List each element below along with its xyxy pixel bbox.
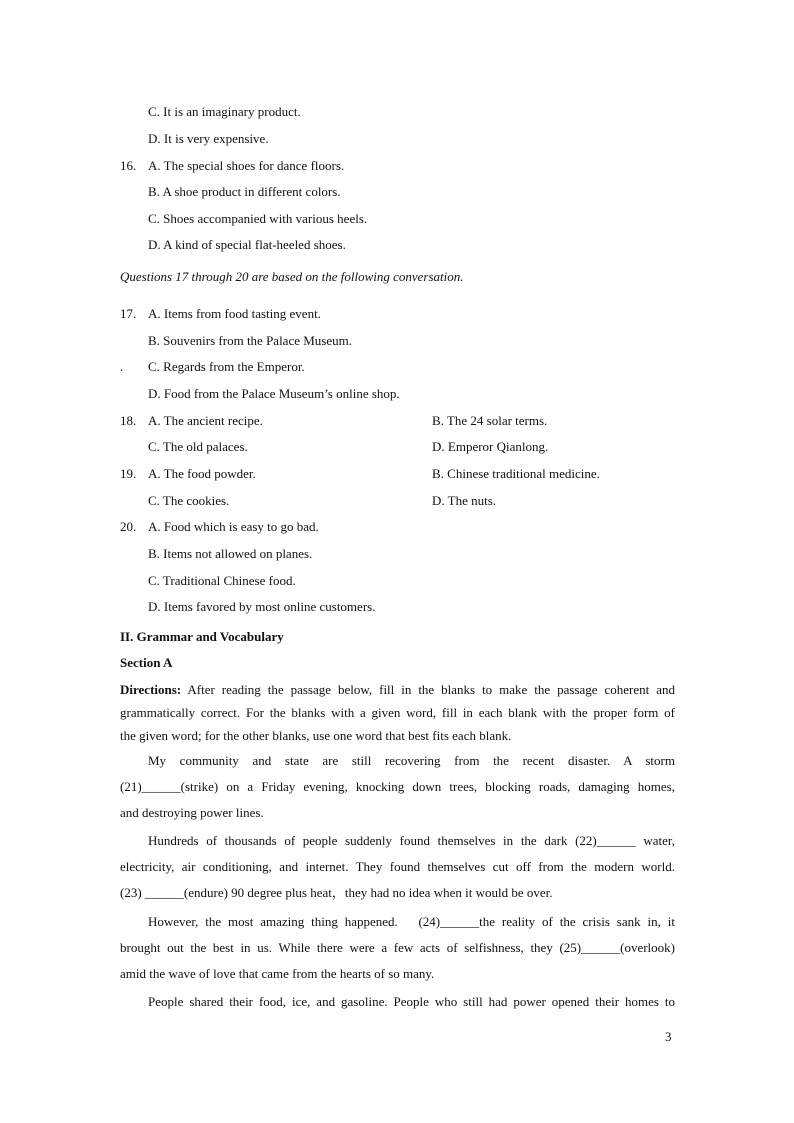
passage-p1-line-3: and destroying power lines. [120, 805, 264, 820]
passage-p4-line-1 [120, 989, 675, 1015]
passage-p4-text-1: People shared their food, ice, and gasoline. People who still had power opened their homes to [148, 994, 675, 1009]
q20-option-a: A. Food which is easy to go bad. [148, 519, 319, 534]
directions-label: Directions: [120, 682, 182, 697]
q17-number: 17. [120, 306, 137, 321]
q16-option-d: D. A kind of special flat-heeled shoes. [148, 237, 346, 252]
directions-line-2: grammatically correct. For the blanks with a given word, fill in each blank with the proper form of [120, 705, 675, 720]
q19-option-c: C. The cookies. [148, 493, 230, 508]
passage-p3-line-2: brought out the best in us. While there were a few acts of selfishness, they (25)______(overlook) [120, 940, 675, 955]
passage-p2-line-1 [120, 828, 675, 854]
passage-p3-line-1 [120, 909, 675, 935]
directions-text-1: After reading the passage below, fill in the blanks to make the passage coherent and [181, 682, 675, 697]
directions-paragraph [120, 677, 675, 749]
section-subheading: Section A [120, 655, 173, 670]
q17-option-a: A. Items from food tasting event. [148, 306, 321, 321]
conversation-intro: Questions 17 through 20 are based on the following conversation. [120, 269, 464, 284]
q16-option-a: A. The special shoes for dance floors. [148, 158, 345, 173]
q16-option-b: B. A shoe product in different colors. [148, 184, 341, 199]
q16-option-c: C. Shoes accompanied with various heels. [148, 211, 368, 226]
q20-option-b: B. Items not allowed on planes. [148, 546, 313, 561]
passage-paragraph-4 [120, 989, 675, 1015]
q19-option-b: B. Chinese traditional medicine. [432, 466, 600, 481]
passage-paragraph-1 [120, 748, 675, 826]
q20-option-d: D. Items favored by most online customers. [148, 599, 376, 614]
passage-p2-line-3: (23) ______(endure) 90 degree plus heat，they had no idea when it would be over. [120, 885, 553, 900]
directions-line-3: the given word; for the other blanks, use one word that best fits each blank. [120, 728, 512, 743]
passage-p3-line-3: amid the wave of love that came from the hearts of so many. [120, 966, 435, 981]
passage-p1-line-2: (21)______(strike) on a Friday evening, knocking down trees, blocking roads, damaging homes, [120, 779, 675, 794]
q20-option-c: C. Traditional Chinese food. [148, 573, 296, 588]
passage-p2-line-2: electricity, air conditioning, and internet. They found themselves cut off from the modern world. [120, 859, 675, 874]
passage-paragraph-2 [120, 828, 675, 906]
q18-option-c: C. The old palaces. [148, 439, 248, 454]
section-heading: II. Grammar and Vocabulary [120, 629, 284, 644]
q16-number: 16. [120, 158, 137, 173]
q17-option-d: D. Food from the Palace Museum’s online shop. [148, 386, 400, 401]
passage-p2-text-1: Hundreds of thousands of people suddenly found themselves in the dark (22)______ water, [148, 833, 675, 848]
q18-option-a: A. The ancient recipe. [148, 413, 263, 428]
q15-option-c: C. It is an imaginary product. [148, 104, 301, 119]
passage-p1-text-1: My community and state are still recovering from the recent disaster. A storm [148, 753, 675, 768]
q19-option-a: A. The food powder. [148, 466, 256, 481]
q18-option-d: D. Emperor Qianlong. [432, 439, 549, 454]
q19-number: 19. [120, 466, 137, 481]
passage-p1-line-1 [120, 748, 675, 774]
q17-option-c: C. Regards from the Emperor. [148, 359, 305, 374]
passage-paragraph-3 [120, 909, 675, 987]
q19-option-d: D. The nuts. [432, 493, 497, 508]
q18-number: 18. [120, 413, 137, 428]
q20-number: 20. [120, 519, 137, 534]
passage-p3-text-1: However, the most amazing thing happened. (24)______the reality of the crisis sank in, it [148, 914, 675, 929]
page-number: 3 [665, 1029, 672, 1044]
q15-option-d: D. It is very expensive. [148, 131, 269, 146]
q17-option-b: B. Souvenirs from the Palace Museum. [148, 333, 352, 348]
q17-stray-dot: . [120, 359, 124, 374]
q18-option-b: B. The 24 solar terms. [432, 413, 548, 428]
